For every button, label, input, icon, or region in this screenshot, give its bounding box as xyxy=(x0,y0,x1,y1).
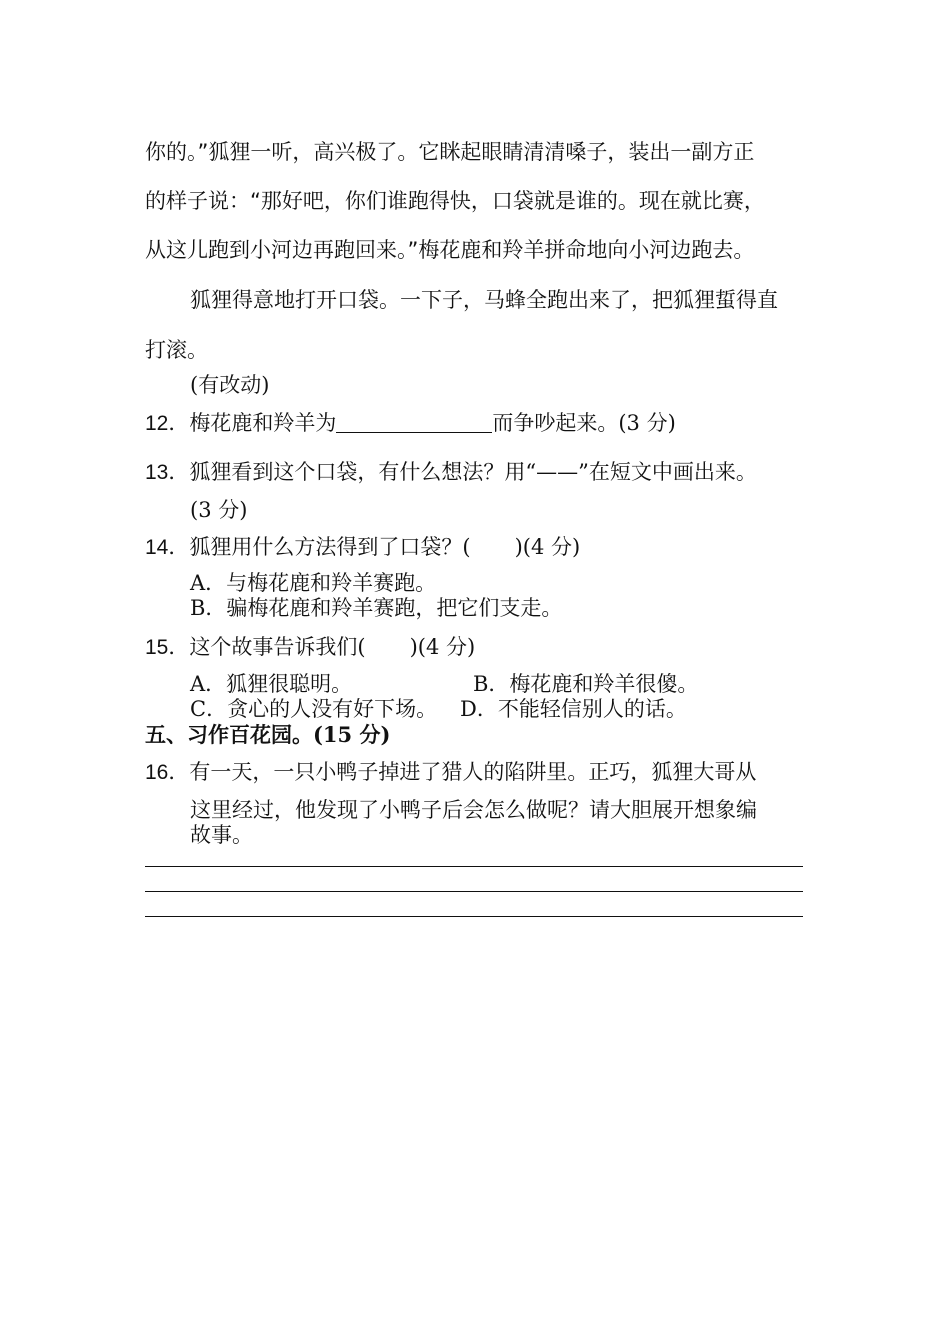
question-16-line-3: 故事。 xyxy=(190,823,253,847)
question-13 xyxy=(145,457,757,488)
passage-line-2: 的样子说：“那好吧，你们谁跑得快，口袋就是谁的。现在就比赛， xyxy=(145,189,765,213)
question-text: 狐狸用什么方法得到了口袋？( xyxy=(189,535,471,559)
passage-line-4: 狐狸得意地打开口袋。一下子，马蜂全跑出来了，把狐狸蜇得直 xyxy=(190,288,778,312)
question-14 xyxy=(145,532,580,563)
q15-option-b[interactable]: B．梅花鹿和羚羊很傻。 xyxy=(473,672,699,696)
question-text-end: 而争吵起来。(3 分) xyxy=(492,411,676,435)
question-text: 狐狸看到这个口袋，有什么想法？用“——”在短文中画出来。 xyxy=(189,460,757,484)
question-16-line-2: 这里经过，他发现了小鸭子后会怎么做呢？请大胆展开想象编 xyxy=(190,798,757,822)
passage-line-5: 打滚。 xyxy=(145,338,208,362)
q15-option-a[interactable]: A．狐狸很聪明。 xyxy=(190,672,353,696)
question-text: 梅花鹿和羚羊为 xyxy=(189,411,337,435)
writing-line-1[interactable] xyxy=(145,866,803,867)
writing-line-3[interactable] xyxy=(145,916,803,917)
q15-option-c[interactable]: C．贪心的人没有好下场。 xyxy=(190,697,438,721)
question-15 xyxy=(145,632,475,663)
question-13-points: (3 分) xyxy=(190,498,248,522)
question-text-end: )(4 分) xyxy=(514,535,581,559)
q14-option-a[interactable]: A．与梅花鹿和羚羊赛跑。 xyxy=(190,571,437,595)
question-text: 这个故事告诉我们( xyxy=(189,635,366,659)
question-number: 14． xyxy=(145,536,190,559)
section-5-title: 五、习作百花园。(15 分) xyxy=(145,722,391,747)
passage-note: (有改动) xyxy=(190,373,270,397)
question-16 xyxy=(145,757,756,788)
question-number: 16． xyxy=(145,761,190,784)
question-number: 13． xyxy=(145,461,190,484)
question-text: 有一天，一只小鸭子掉进了猎人的陷阱里。正巧，狐狸大哥从 xyxy=(189,760,757,784)
writing-line-2[interactable] xyxy=(145,891,803,892)
answer-blank[interactable] xyxy=(336,410,492,433)
question-number: 12． xyxy=(145,412,190,435)
q15-option-d[interactable]: D．不能轻信别人的话。 xyxy=(460,697,687,721)
q14-option-b[interactable]: B．骗梅花鹿和羚羊赛跑，把它们支走。 xyxy=(190,596,563,620)
passage-line-1: 你的。”狐狸一听，高兴极了。它眯起眼睛清清嗓子，装出一副方正 xyxy=(145,140,755,164)
question-text-end: )(4 分) xyxy=(409,635,476,659)
passage-line-3: 从这儿跑到小河边再跑回来。”梅花鹿和羚羊拼命地向小河边跑去。 xyxy=(145,238,755,262)
question-12 xyxy=(145,408,676,439)
question-number: 15． xyxy=(145,636,190,659)
